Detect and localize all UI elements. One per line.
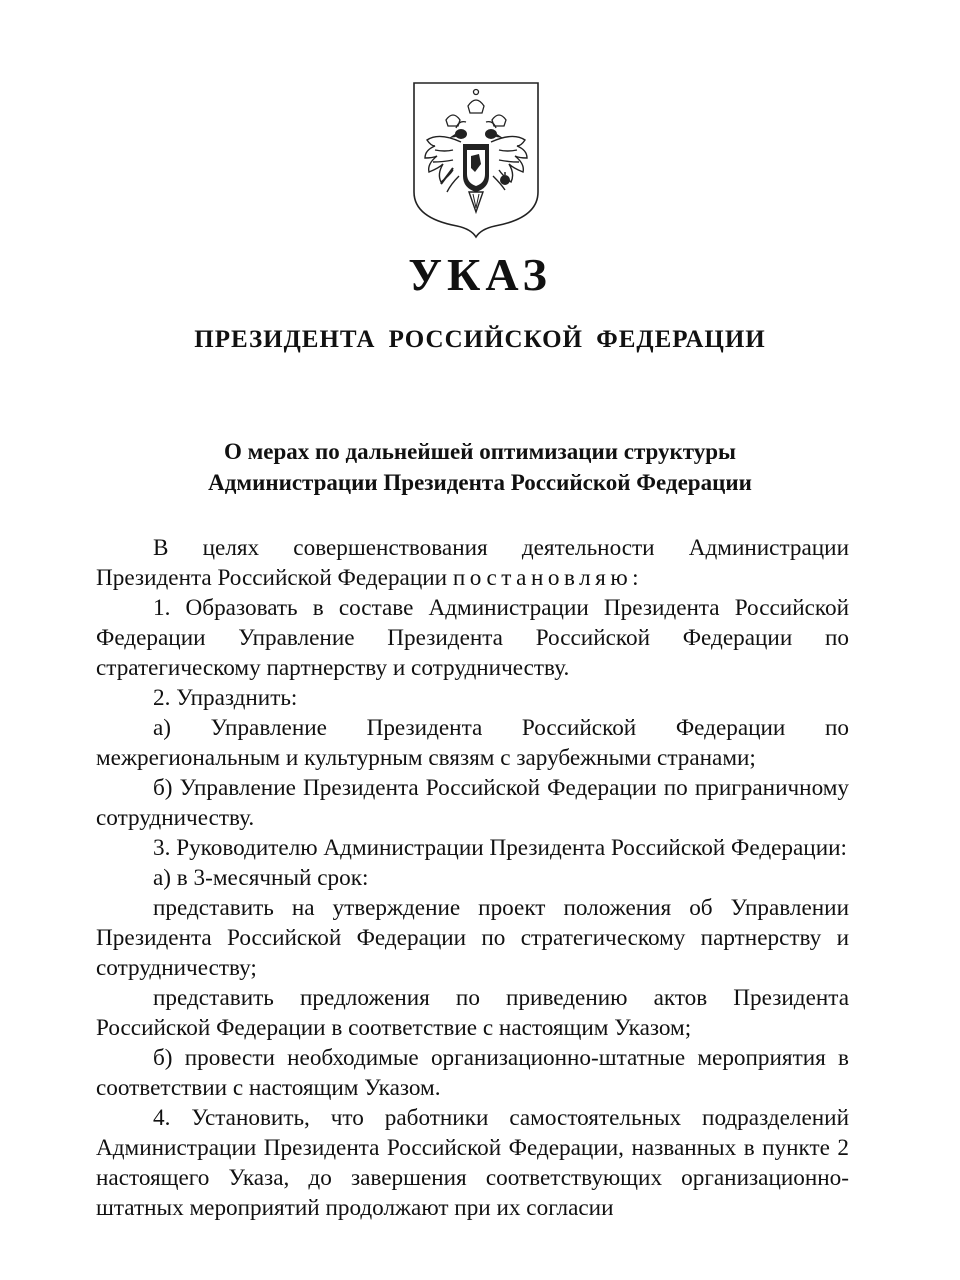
heading-line: Администрации Президента Российской Федерации — [208, 470, 752, 495]
clause-3a-item-2: представить предложения по приведению актов Президента Российской Федерации в соответствие с настоящим Указом; — [96, 985, 849, 1041]
russian-coat-of-arms-icon — [411, 80, 541, 240]
decree-heading — [0, 436, 960, 498]
clause-3: 3. Руководителю Администрации Президента Российской Федерации: — [153, 835, 847, 861]
heading-line: О мерах по дальнейшей оптимизации структуры — [223, 439, 737, 464]
preamble-end: : — [632, 565, 639, 591]
preamble-paragraph — [96, 533, 849, 593]
clause-1: 1. Образовать в составе Администрации Президента Российской Федерации Управление Президента Российской Федерации по стратегическому партнерству и сотрудничеству. — [96, 595, 849, 681]
decree-body — [96, 533, 849, 1223]
clause-4: 4. Установить, что работники самостоятельных подразделений Администрации Президента Российской Федерации, названных в пункте 2 настоящего Указа, до завершения соответствующих организационно-штатных мероприятий продолжают при их согласии — [96, 1105, 849, 1221]
clause-2a: а) Управление Президента Российской Федерации по межрегиональным и культурным связям с зарубежными странами; — [96, 715, 849, 771]
preamble-text: В целях совершенствования деятельности Администрации Президента Российской Федерации — [96, 535, 849, 591]
clause-2: 2. Упразднить: — [153, 685, 298, 711]
decree-title: УКАЗ — [408, 249, 552, 300]
clause-2b: б) Управление Президента Российской Федерации по приграничному сотрудничеству. — [96, 775, 849, 831]
clause-3a-item-1: представить на утверждение проект положения об Управлении Президента Российской Федерации по стратегическому партнерству и сотрудничеству; — [96, 895, 849, 981]
issuer-title: ПРЕЗИДЕНТА РОССИЙСКОЙ ФЕДЕРАЦИИ — [194, 326, 766, 353]
decree-keyword: постановляю — [452, 565, 633, 591]
clause-3b: б) провести необходимые организационно-штатные мероприятия в соответствии с настоящим Указом. — [96, 1045, 849, 1101]
clause-3a: а) в 3-месячный срок: — [153, 865, 369, 891]
